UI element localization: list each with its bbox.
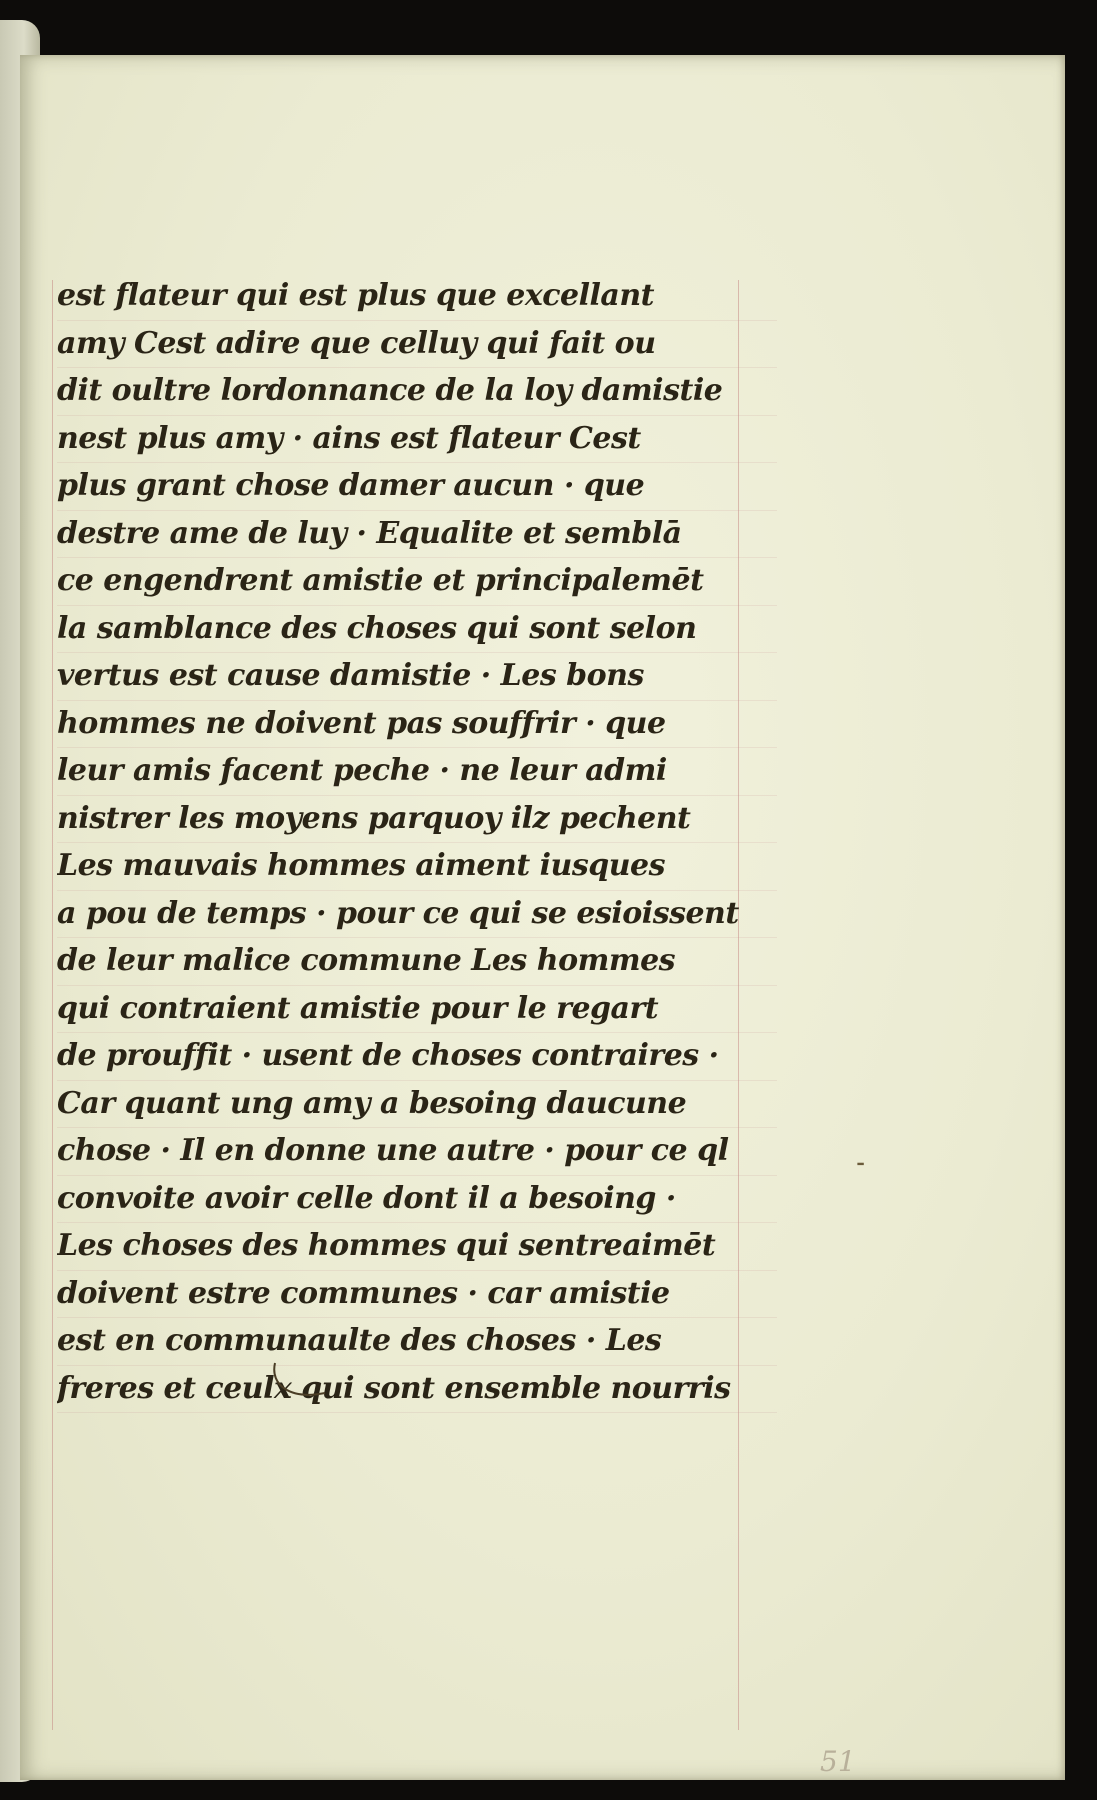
text-line: Car quant ung amy a besoing daucune [57,1081,777,1129]
text-line: la samblance des choses qui sont selon [57,606,777,654]
manuscript-page [20,55,1065,1780]
text-line: Les choses des hommes qui sentreaimēt [57,1223,777,1271]
text-line: vertus est cause damistie · Les bons [57,653,777,701]
text-line: nistrer les moyens parquoy ilz pechent [57,796,777,844]
text-line: plus grant chose damer aucun · que [57,463,777,511]
text-line: ce engendrent amistie et principalemēt [57,558,777,606]
text-line: dit oultre lordonnance de la loy damistie [57,368,777,416]
text-line: chose · Il en donne une autre · pour ce ql [57,1128,777,1176]
text-line: convoite avoir celle dont il a besoing · [57,1176,777,1224]
text-line: nest plus amy · ains est flateur Cest [57,416,777,464]
margin-mark-icon: ⁃ [855,1153,866,1178]
text-line: a pou de temps · pour ce qui se esioissent [57,891,777,939]
text-line: leur amis facent peche · ne leur admi [57,748,777,796]
text-block [57,273,777,1413]
text-line: de leur malice commune Les hommes [57,938,777,986]
text-line: freres et ceulx qui sont ensemble nourris [57,1366,777,1414]
text-line: Les mauvais hommes aiment iusques [57,843,777,891]
text-line: qui contraient amistie pour le regart [57,986,777,1034]
text-line: de prouffit · usent de choses contraires · [57,1033,777,1081]
margin-ruling-left [52,280,53,1730]
text-line: amy Cest adire que celluy qui fait ou [57,321,777,369]
catchword-flourish [270,1355,380,1405]
text-line: est flateur qui est plus que excellant [57,273,777,321]
text-line: doivent estre communes · car amistie [57,1271,777,1319]
text-line: est en communaulte des choses · Les [57,1318,777,1366]
folio-number: 51 [820,1745,856,1778]
text-line: destre ame de luy · Equalite et semblā [57,511,777,559]
text-line: hommes ne doivent pas souffrir · que [57,701,777,749]
